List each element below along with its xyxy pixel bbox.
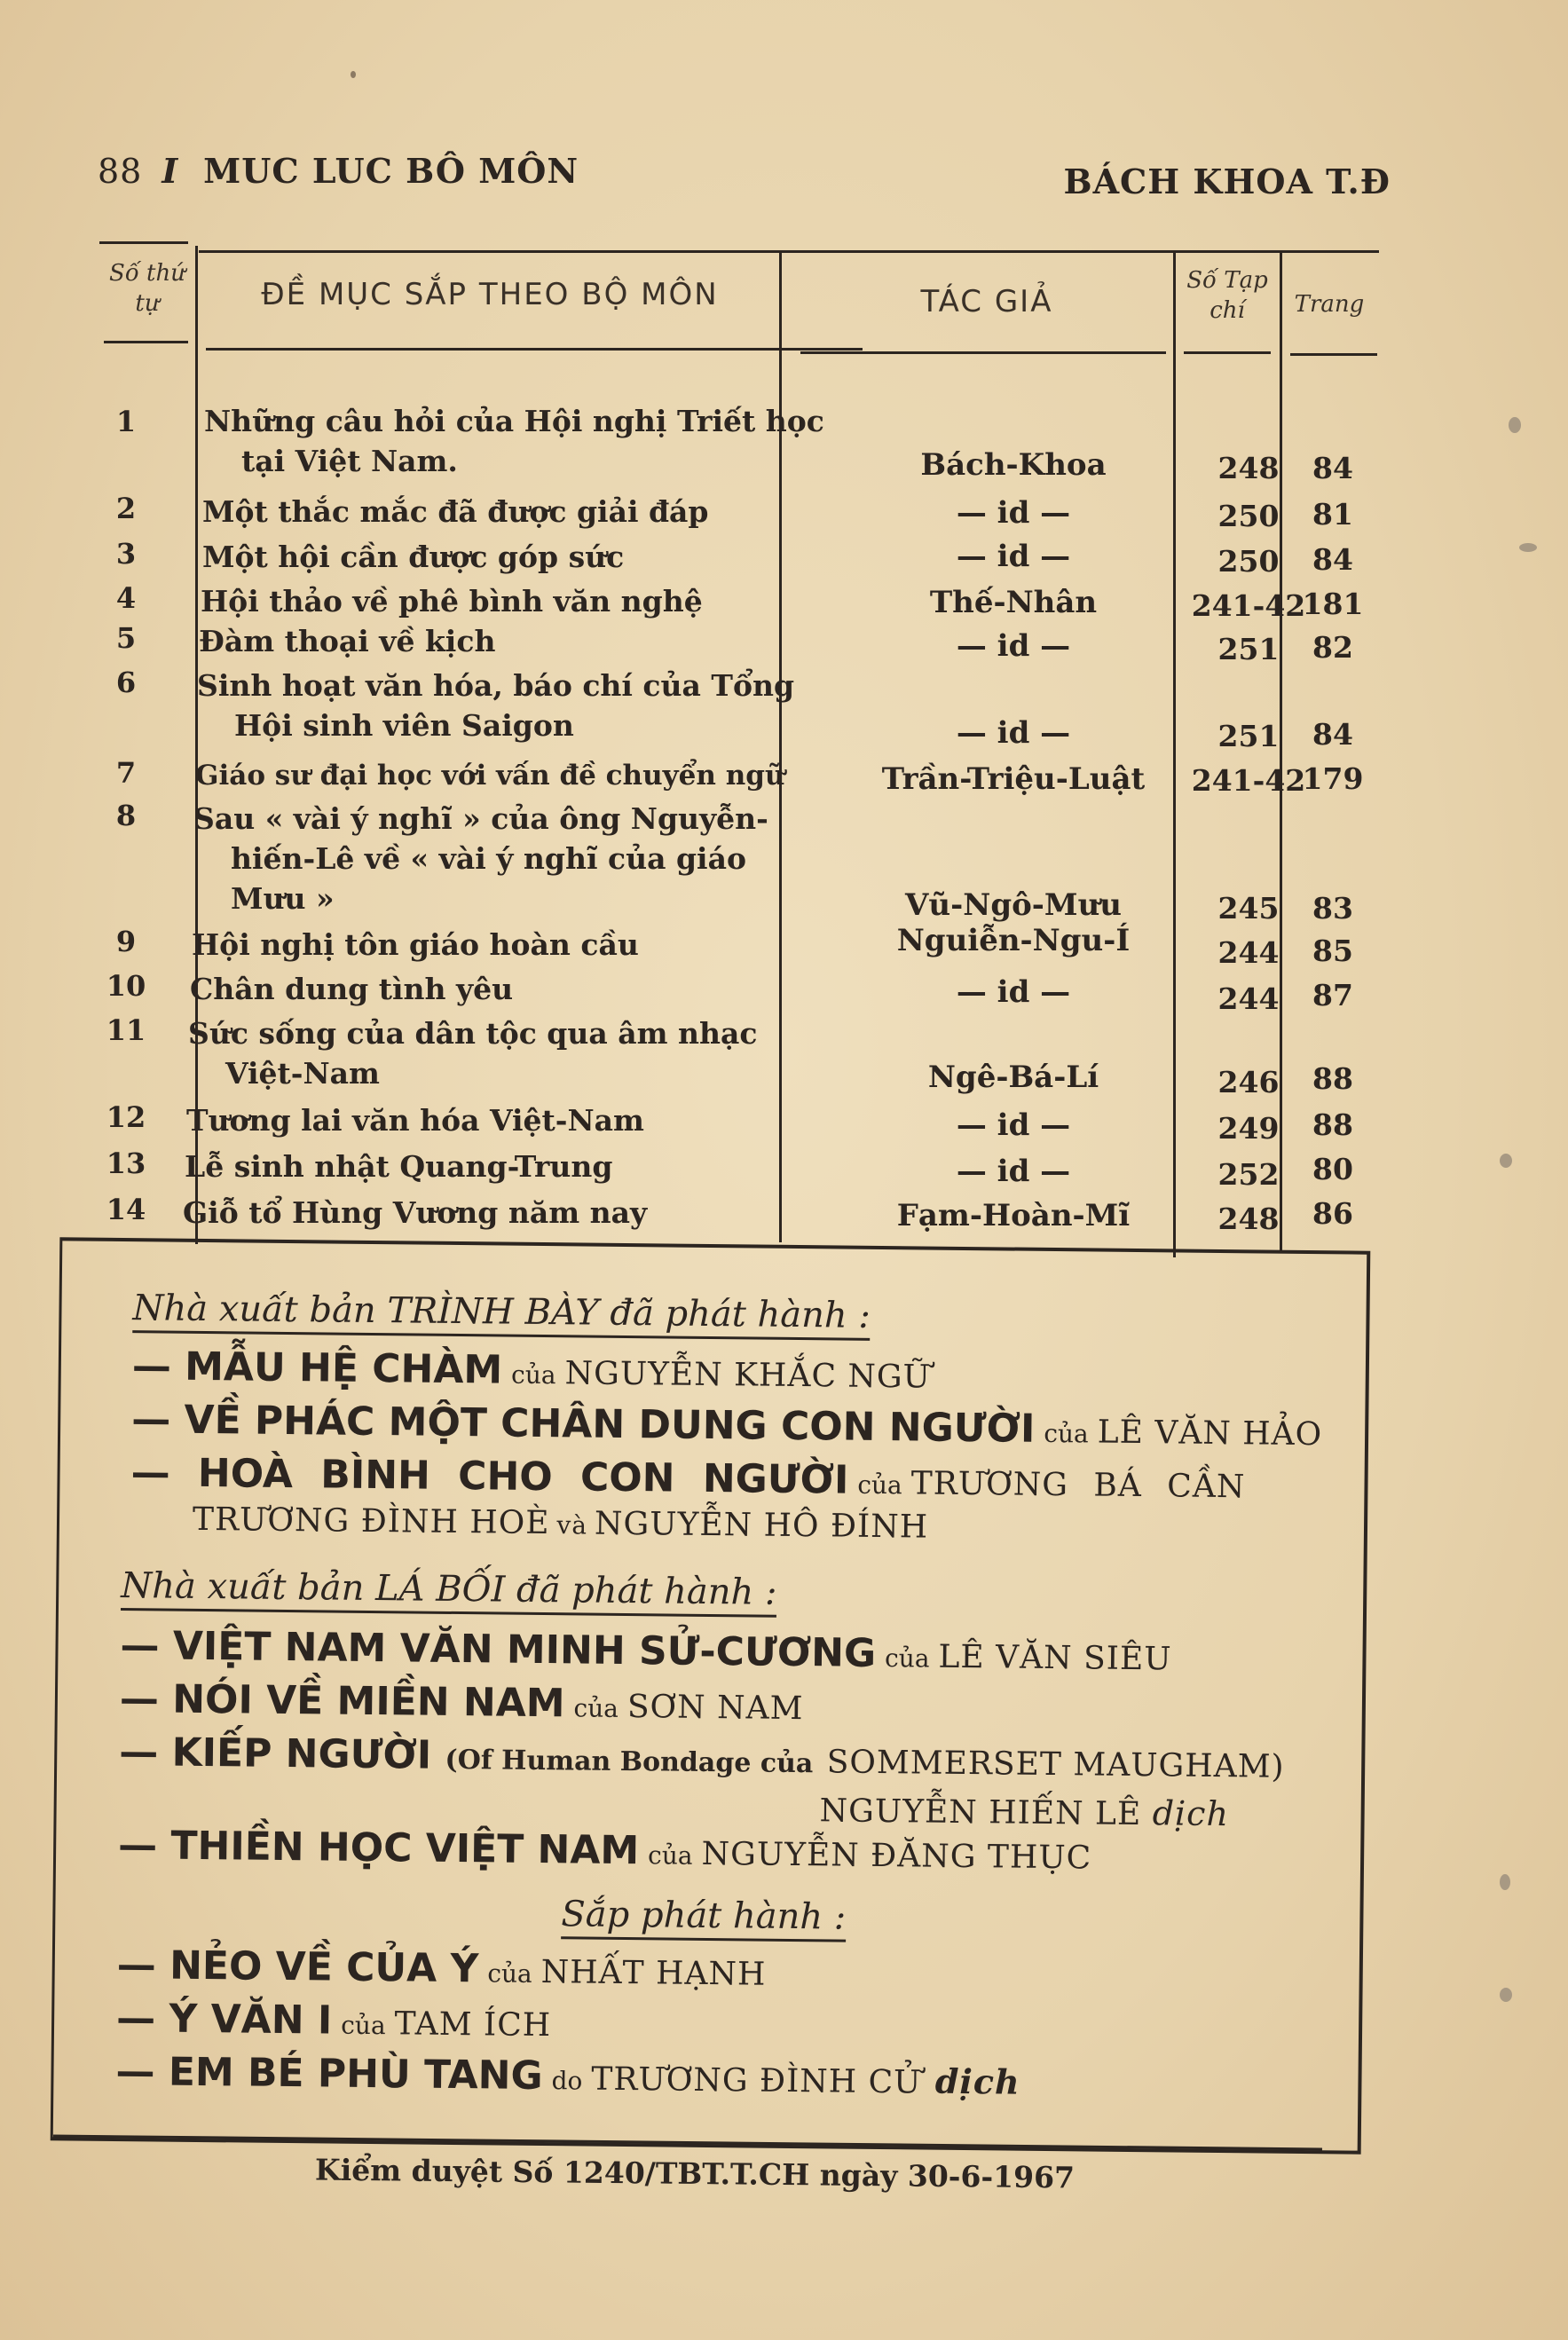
scan-speck [1509, 417, 1521, 433]
subject-index-table [99, 241, 1377, 1244]
row-issue: 250 [1217, 499, 1280, 533]
book-entry [132, 1343, 932, 1397]
forthcoming-heading: Sắp phát hành : [561, 1894, 846, 1942]
book-by: của [341, 2010, 386, 2041]
row-issue: 244 [1217, 935, 1280, 970]
title-line: tại Việt Nam. [241, 444, 458, 478]
row-author: — id — [956, 628, 1071, 664]
book-title: — MẪU HỆ CHÀM [131, 1343, 503, 1393]
row-number: 3 [115, 537, 137, 571]
translator-line [819, 1790, 1229, 1833]
scan-speck [1500, 1154, 1512, 1168]
row-issue: 241-42 [1191, 763, 1306, 798]
rule [206, 348, 863, 351]
book-by: của [487, 1958, 532, 1989]
scan-speck [1519, 543, 1537, 552]
row-page: 85 [1312, 934, 1353, 968]
translator-name: NGUYỄN HIẾN LÊ [819, 1792, 1142, 1833]
row-author: Nguiễn-Ngu-Í [896, 923, 1131, 958]
row-number: 9 [115, 925, 137, 958]
scan-speck [1500, 1988, 1512, 2002]
translated-label: dịch [1152, 1793, 1230, 1834]
row-title [188, 1013, 863, 1093]
col-header-page: Trang [1294, 291, 1365, 318]
row-number: 1 [115, 405, 137, 438]
book-entry [116, 1996, 552, 2045]
book-by: do [551, 2066, 583, 2096]
row-page: 82 [1312, 630, 1353, 665]
row-page: 84 [1312, 542, 1353, 577]
row-number: 10 [106, 969, 146, 1003]
row-author: Bách-Khoa [920, 447, 1107, 483]
rule [99, 241, 188, 244]
row-author: Ngê-Bá-Lí [927, 1060, 1099, 1095]
row-title [193, 799, 868, 918]
row-page: 86 [1312, 1196, 1353, 1231]
col-header-issue: Số Tạp chí [1186, 267, 1268, 324]
book-entry [120, 1676, 804, 1729]
book-by: của [857, 1469, 902, 1501]
book-author: LÊ VĂN SIÊU [938, 1638, 1172, 1678]
col-header-author: TÁC GIẢ [920, 284, 1053, 319]
row-title: Hội thảo về phê bình văn nghệ [201, 584, 703, 618]
row-issue: 251 [1217, 719, 1280, 753]
title-line: Hội sinh viên Saigon [234, 708, 574, 743]
page-number: 88 [98, 152, 143, 191]
book-title: — Ý VĂN I [115, 1996, 333, 2044]
book-author: TRƯƠNG BÁ CẦN [910, 1465, 1246, 1506]
title-line: Sức sống của dân tộc qua âm nhạc [188, 1016, 758, 1051]
row-author: Trần-Triệu-Luật [881, 761, 1146, 797]
rule [800, 351, 1166, 354]
book-title: — THIỀN HỌC VIỆT NAM [117, 1823, 640, 1874]
row-number: 4 [115, 581, 137, 615]
book-note: (Of Human Bondage của [445, 1744, 814, 1780]
book-entry [118, 1823, 1092, 1878]
book-title: — HOÀ BÌNH CHO CON NGƯỜI [130, 1450, 849, 1503]
row-author: — id — [956, 495, 1071, 531]
book-entry [119, 1729, 1285, 1787]
book-entry [120, 1623, 1172, 1679]
running-header [98, 151, 579, 191]
row-issue: 250 [1217, 544, 1280, 579]
book-by: của [573, 1693, 619, 1723]
row-number: 11 [106, 1013, 146, 1047]
scan-speck [351, 71, 356, 78]
book-entry [130, 1450, 1245, 1507]
row-title: Đàm thoại về kịch [199, 624, 496, 658]
row-number: 7 [115, 756, 137, 790]
title-line: Mưu » [231, 881, 335, 916]
row-title [197, 666, 871, 745]
row-author: — id — [956, 1107, 1071, 1143]
row-page: 80 [1312, 1152, 1353, 1186]
book-title: — NÓI VỀ MIỀN NAM [119, 1676, 565, 1727]
col-header-no: Số thứ tự [109, 260, 185, 317]
scan-speck [1500, 1874, 1510, 1890]
book-title: — NẺO VỀ CỦA Ý [116, 1942, 479, 1992]
row-number: 6 [115, 666, 137, 699]
book-title: — KIẾP NGƯỜI [119, 1729, 432, 1778]
rule [1290, 353, 1377, 356]
row-page: 88 [1312, 1107, 1353, 1142]
book-author: NHẤT HẠNH [540, 1954, 767, 1993]
book-by: và [556, 1510, 588, 1540]
publisher-heading: Nhà xuất bản LÁ BỐI đã phát hành : [121, 1565, 777, 1618]
book-author: TRƯƠNG ĐÌNH CỬ [591, 2060, 922, 2101]
row-issue: 241-42 [1191, 588, 1306, 623]
book-by: của [1044, 1418, 1089, 1449]
row-author: — id — [956, 539, 1071, 574]
row-title: Lễ sinh nhật Quang-Trung [185, 1149, 613, 1184]
book-title: — VIỆT NAM VĂN MINH SỬ-CƯƠNG [120, 1623, 877, 1676]
row-author: — id — [956, 1154, 1071, 1189]
row-title: Hội nghị tôn giáo hoàn cầu [192, 927, 639, 962]
row-page: 83 [1312, 891, 1353, 926]
row-page: 87 [1312, 978, 1353, 1012]
book-author: LÊ VĂN HẢO [1097, 1414, 1323, 1454]
row-title [204, 401, 879, 481]
book-by: của [884, 1643, 930, 1674]
row-title: Giỗ tổ Hùng Vương năm nay [183, 1195, 648, 1230]
row-issue: 245 [1217, 891, 1280, 926]
row-title: Một thắc mắc đã được giải đáp [202, 494, 709, 529]
book-entry [115, 2049, 1020, 2104]
row-number: 5 [115, 621, 137, 655]
row-author: — id — [956, 974, 1071, 1010]
row-page: 181 [1302, 587, 1364, 621]
row-author: — id — [956, 715, 1071, 751]
translated-label: dịch [934, 2060, 1020, 2102]
book-author: NGUYỄN ĐĂNG THỤC [701, 1835, 1092, 1877]
book-title: — VỀ PHÁC MỘT CHÂN DUNG CON NGƯỜI [130, 1397, 1036, 1452]
row-issue: 249 [1217, 1111, 1280, 1146]
col-header-topic: ĐỀ MỤC SẮP THEO BỘ MÔN [261, 277, 719, 312]
rule [199, 250, 1379, 253]
rule [104, 341, 188, 343]
row-issue: 244 [1217, 981, 1280, 1016]
row-page: 179 [1302, 761, 1364, 796]
row-title: Giáo sư đại học với vấn đề chuyển ngữ [195, 760, 785, 792]
book-by: của [510, 1359, 556, 1391]
column-rule [779, 250, 782, 1242]
row-author: Fạm-Hoàn-Mĩ [896, 1198, 1131, 1233]
row-issue: 252 [1217, 1157, 1280, 1192]
title-line: Sau « vài ý nghĩ » của ông Nguyễn- [193, 801, 768, 836]
book-by: của [647, 1840, 693, 1871]
title-line: Sinh hoạt văn hóa, báo chí của Tổng [197, 668, 795, 703]
publisher-heading: Nhà xuất bản TRÌNH BÀY đã phát hành : [132, 1288, 871, 1341]
row-issue: 251 [1217, 632, 1280, 666]
row-page: 81 [1312, 497, 1353, 532]
book-title: — EM BÉ PHÙ TANG [115, 2049, 543, 2100]
censorship-note: Kiểm duyệt Số 1240/TBT.T.CH ngày 30-6-1967 [314, 2152, 1076, 2195]
row-title: Chân dung tình yêu [190, 972, 514, 1006]
header-separator: I [162, 151, 179, 191]
column-rule [1173, 250, 1176, 1257]
book-author: SƠN NAM [626, 1689, 804, 1728]
row-title: Tương lai văn hóa Việt-Nam [186, 1103, 644, 1138]
book-author: SOMMERSET MAUGHAM) [826, 1744, 1285, 1785]
section-title: MUC LUC BÔ MÔN [203, 151, 579, 191]
rule [1184, 351, 1271, 354]
title-line: hiến-Lê về « vài ý nghĩ của giáo [231, 841, 746, 876]
book-author: NGUYỄN HÔ ĐÍNH [594, 1505, 929, 1546]
row-page: 84 [1312, 451, 1353, 485]
row-title: Một hội cần được góp sức [202, 540, 625, 574]
book-entry [117, 1942, 767, 1995]
row-number: 13 [106, 1146, 146, 1180]
row-number: 14 [106, 1193, 146, 1226]
row-number: 12 [106, 1100, 146, 1134]
row-number: 8 [115, 799, 137, 832]
row-author: Thế-Nhân [929, 585, 1098, 620]
book-entry [131, 1397, 1323, 1454]
book-entry-continuation [193, 1501, 928, 1546]
book-author: TAM ÍCH [394, 2005, 552, 2045]
row-issue: 248 [1217, 451, 1280, 485]
row-author: Vũ-Ngô-Mưu [905, 887, 1122, 923]
publisher-advertisement [51, 1237, 1371, 2154]
row-number: 2 [115, 492, 137, 525]
row-page: 84 [1312, 717, 1353, 752]
book-author: TRƯƠNG ĐÌNH HOÈ [192, 1501, 550, 1542]
book-author: NGUYỄN KHẮC NGỮ [564, 1355, 932, 1396]
row-issue: 248 [1217, 1202, 1280, 1236]
title-line: Những câu hỏi của Hội nghị Triết học [204, 404, 824, 438]
title-line: Việt-Nam [225, 1056, 380, 1091]
publication-name: BÁCH KHOA T.Đ [1063, 162, 1391, 201]
row-issue: 246 [1217, 1065, 1280, 1099]
row-page: 88 [1312, 1061, 1353, 1096]
